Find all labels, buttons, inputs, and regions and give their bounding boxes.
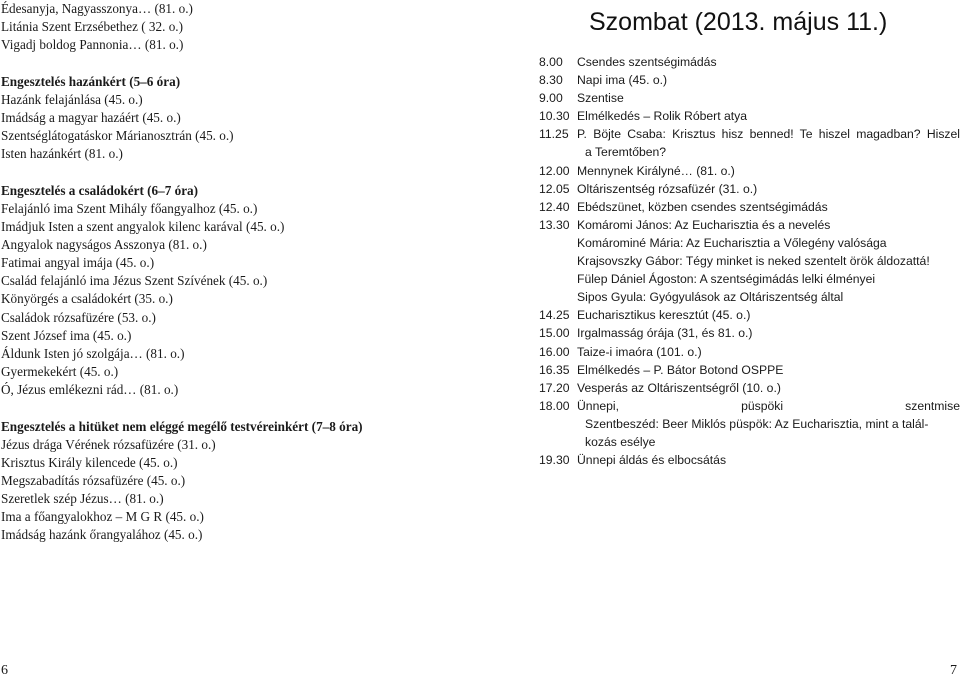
- schedule-time: 14.25: [539, 308, 570, 323]
- schedule-line: Ünnepi, püspöki szentmise: [577, 398, 960, 413]
- schedule-line: P. Böjte Csaba: Krisztus hisz benned! Te hiszel magadban? Hiszel: [577, 127, 960, 142]
- prayer-item: Áldunk Isten jó szolgája… (81. o.): [1, 345, 185, 361]
- prayer-item: Jézus drága Vérének rózsafüzére (31. o.): [1, 436, 216, 452]
- schedule-line: a Teremtőben?: [585, 145, 667, 160]
- day-title: Szombat (2013. május 11.): [589, 8, 888, 36]
- schedule-row: [539, 71, 960, 89]
- schedule-row: [539, 306, 960, 324]
- prayer-item: Családok rózsafüzére (53. o.): [1, 309, 156, 325]
- prayer-item: Imádság a magyar hazáért (45. o.): [1, 109, 181, 125]
- schedule-line: Elmélkedés – P. Bátor Botond OSPPE: [577, 362, 784, 377]
- schedule-row: [539, 198, 960, 216]
- schedule-row: [539, 125, 960, 161]
- section-heading: Engesztelés hazánkért (5–6 óra): [1, 73, 181, 89]
- schedule-line: Oltáriszentség rózsafüzér (31. o.): [577, 181, 758, 196]
- left-column: [1, 0, 456, 545]
- schedule-text: [577, 361, 960, 379]
- schedule-text: [577, 125, 960, 161]
- schedule-text: [577, 71, 960, 89]
- schedule-text: [577, 379, 960, 397]
- schedule-time: 8.30: [539, 73, 563, 88]
- prayer-item: Vigadj boldog Pannonia… (81. o.): [1, 37, 184, 53]
- schedule-line: Szentise: [577, 91, 624, 106]
- schedule-line: Csendes szentségimádás: [577, 55, 717, 69]
- schedule-time: 15.00: [539, 326, 570, 341]
- schedule-line: Sipos Gyula: Gyógyulások az Oltáriszentség által: [577, 290, 844, 305]
- schedule-text: [577, 198, 960, 216]
- spacer: [1, 399, 456, 417]
- prayer-item: Szeretlek szép Jézus… (81. o.): [1, 491, 164, 507]
- schedule-text: [577, 324, 960, 342]
- prayer-item: Fatimai angyal imája (45. o.): [1, 255, 155, 271]
- schedule-text: [577, 180, 960, 198]
- schedule-text: [577, 306, 960, 324]
- prayer-item: Isten hazánkért (81. o.): [1, 146, 123, 162]
- prayer-item: Család felajánló ima Jézus Szent Szívének (45. o.): [1, 273, 268, 289]
- schedule-row: [539, 180, 960, 198]
- schedule-line: Komáromi János: Az Eucharisztia és a nevelés: [577, 217, 831, 232]
- schedule-row: [539, 89, 960, 107]
- schedule-line: Ünnepi áldás és elbocsátás: [577, 453, 727, 468]
- schedule-line: Eucharisztikus keresztút (45. o.): [577, 308, 751, 323]
- schedule-time: 13.30: [539, 217, 570, 232]
- prayer-item: Felajánló ima Szent Mihály főangyalhoz (45. o.): [1, 200, 258, 216]
- schedule-line: Napi ima (45. o.): [577, 73, 668, 88]
- schedule-text: [577, 107, 960, 125]
- schedule-line: Krajsovszky Gábor: Tégy minket is neked szentelt örök áldozattá!: [577, 254, 930, 269]
- prayer-item: Hazánk felajánlása (45. o.): [1, 91, 143, 107]
- prayer-item: Litánia Szent Erzsébethez ( 32. o.): [1, 19, 183, 35]
- schedule-row: [539, 397, 960, 451]
- prayer-item: Imádság hazánk őrangyalához (45. o.): [1, 527, 203, 543]
- prayer-item: Gyermekekért (45. o.): [1, 364, 119, 380]
- prayer-item: Könyörgés a családokért (35. o.): [1, 291, 173, 307]
- schedule-line: Elmélkedés – Rolik Róbert atya: [577, 109, 748, 124]
- schedule-text: [577, 89, 960, 107]
- spacer: [1, 54, 456, 72]
- schedule-row: [539, 216, 960, 306]
- spacer: [1, 163, 456, 181]
- schedule-row: [539, 361, 960, 379]
- schedule-time: 8.00: [539, 55, 563, 69]
- section-heading: Engesztelés a hitüket nem eléggé megélő testvéreinkért (7–8 óra): [1, 418, 363, 434]
- schedule-time: 16.00: [539, 344, 570, 359]
- schedule-time: 12.05: [539, 181, 570, 196]
- schedule-time: 9.00: [539, 91, 563, 106]
- schedule-line: Ebédszünet, közben csendes szentségimádás: [577, 199, 828, 214]
- page-number-right: 7: [950, 663, 957, 678]
- prayer-item: Édesanyja, Nagyasszonya… (81. o.): [1, 1, 193, 16]
- schedule-line: Taize-i imaóra (101. o.): [577, 344, 702, 359]
- section-heading: Engesztelés a családokért (6–7 óra): [1, 182, 199, 198]
- schedule-text: [577, 343, 960, 361]
- prayer-item: Imádjuk Isten a szent angyalok kilenc karával (45. o.): [1, 218, 285, 234]
- schedule-row: [539, 379, 960, 397]
- schedule-time: 10.30: [539, 109, 570, 124]
- schedule-time: 18.00: [539, 398, 570, 413]
- schedule-line: Mennynek Királyné… (81. o.): [577, 163, 735, 178]
- schedule-time: 19.30: [539, 453, 570, 468]
- schedule-row: [539, 451, 960, 469]
- schedule-line: Irgalmasság órája (31, és 81. o.): [577, 326, 753, 341]
- schedule-time: 16.35: [539, 362, 570, 377]
- schedule-line: Fülep Dániel Ágoston: A szentségimádás lelki élményei: [577, 272, 876, 287]
- schedule-text: [577, 451, 960, 469]
- prayer-item: Krisztus Király kilencede (45. o.): [1, 454, 178, 470]
- schedule: [539, 53, 960, 469]
- schedule-time: 12.00: [539, 163, 570, 178]
- prayer-item: Megszabadítás rózsafüzére (45. o.): [1, 473, 186, 489]
- schedule-time: 11.25: [539, 127, 569, 142]
- schedule-line: Vesperás az Oltáriszentségről (10. o.): [577, 380, 781, 395]
- prayer-item: Ima a főangyalokhoz – M G R (45. o.): [1, 509, 204, 525]
- schedule-text: [577, 397, 960, 451]
- schedule-time: 12.40: [539, 199, 570, 214]
- prayer-item: Szentséglátogatáskor Márianosztrán (45. o.): [1, 128, 234, 144]
- prayer-item: Ó, Jézus emlékezni rád… (81. o.): [1, 382, 179, 398]
- schedule-row: [539, 53, 960, 71]
- schedule-text: [577, 53, 960, 71]
- schedule-text: [577, 216, 960, 306]
- schedule-text: [577, 162, 960, 180]
- schedule-row: [539, 324, 960, 342]
- schedule-row: [539, 343, 960, 361]
- schedule-row: [539, 107, 960, 125]
- schedule-time: 17.20: [539, 380, 570, 395]
- prayer-item: Angyalok nagyságos Asszonya (81. o.): [1, 237, 207, 252]
- page-number-left: 6: [1, 663, 8, 678]
- schedule-row: [539, 162, 960, 180]
- schedule-line: Komárominé Mária: Az Eucharisztia a Vőlegény valósága: [577, 235, 887, 250]
- schedule-line: kozás esélye: [585, 434, 656, 449]
- schedule-line: Szentbeszéd: Beer Miklós püspök: Az Eucharisztia, mint a talál-: [585, 416, 929, 431]
- prayer-item: Szent József ima (45. o.): [1, 327, 132, 343]
